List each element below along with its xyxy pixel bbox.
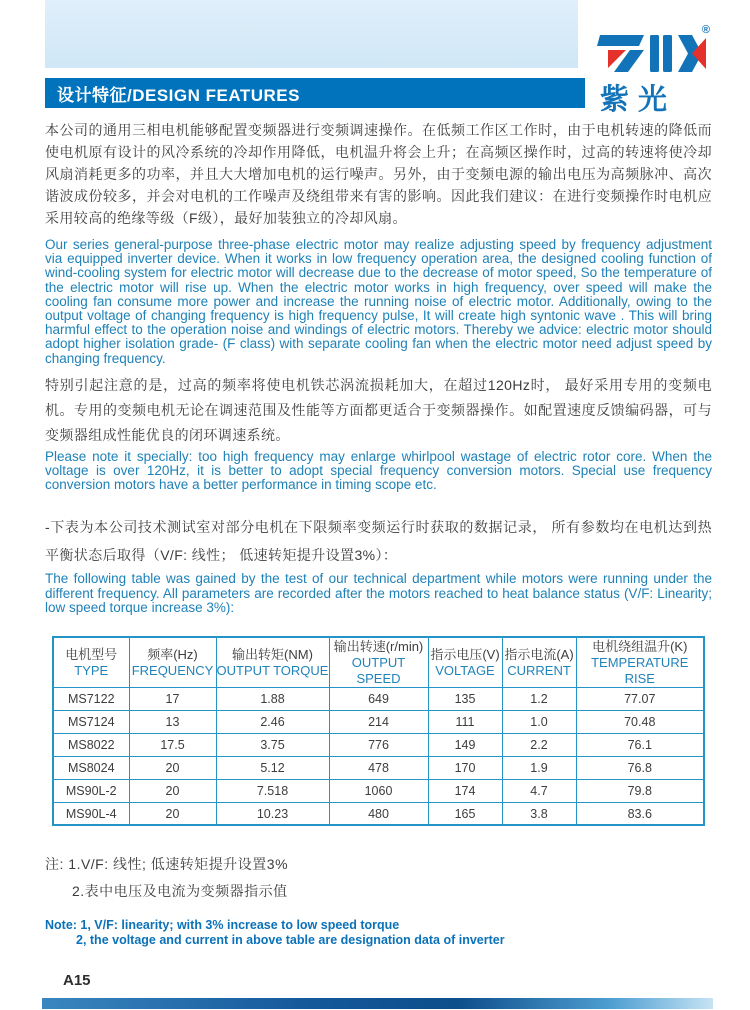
- table-cell: MS90L-2: [53, 779, 129, 802]
- section-title: 设计特征/DESIGN FEATURES: [57, 85, 300, 105]
- motor-test-results-table: [52, 636, 705, 827]
- table-cell: 165: [428, 802, 502, 825]
- header-current-zh: 指示电流(A): [504, 646, 574, 662]
- table-cell: MS7124: [53, 710, 129, 733]
- table-cell: 20: [129, 802, 216, 825]
- brand-name-cn: 紫光: [600, 84, 677, 116]
- note-en-2: 2, the voltage and current in above table are designation data of inverter: [76, 933, 505, 948]
- table-cell: MS8022: [53, 733, 129, 756]
- table-cell: 83.6: [576, 802, 704, 825]
- header-type: [53, 637, 129, 688]
- notes-en: [45, 918, 712, 948]
- table-cell: 17: [129, 687, 216, 710]
- zik-logo-svg: [596, 30, 708, 76]
- header-voltage-en: VOLTAGE: [435, 662, 495, 678]
- header-type-en: TYPE: [74, 662, 109, 678]
- table-cell: MS8024: [53, 756, 129, 779]
- table-row: [53, 779, 704, 802]
- table-row: [53, 733, 704, 756]
- results-table-body: [53, 687, 704, 825]
- table-cell: 170: [428, 756, 502, 779]
- page-number: A15: [63, 972, 91, 990]
- table-row: [53, 710, 704, 733]
- table-cell: 79.8: [576, 779, 704, 802]
- header-frequency: [129, 637, 216, 688]
- table-header: [53, 637, 704, 688]
- table-cell: 4.7: [502, 779, 576, 802]
- table-cell: 214: [329, 710, 428, 733]
- paragraph-en-table-intro: The following table was gained by the test of our technical department while motors were running under the different frequency. All parameters are recorded after the motors reached to heat balance status (V/F: Linearity; low speed torque increase 3%):: [45, 571, 712, 616]
- header-temperature-rise-en: TEMPERATURE RISE: [591, 654, 689, 686]
- page-content: [45, 119, 712, 989]
- table-cell: 111: [428, 710, 502, 733]
- table-cell: 478: [329, 756, 428, 779]
- header-output-speed-en: OUTPUT SPEED: [351, 654, 406, 686]
- header-frequency-en: FREQUENCY: [131, 662, 214, 678]
- table-cell: 1.2: [502, 687, 576, 710]
- header-current: [502, 637, 576, 688]
- note-en-1: Note: 1, V/F: linearity; with 3% increase to low speed torque: [45, 918, 400, 933]
- table-cell: 2.2: [502, 733, 576, 756]
- table-cell: 76.8: [576, 756, 704, 779]
- table-cell: 149: [428, 733, 502, 756]
- table-cell: 1060: [329, 779, 428, 802]
- table-cell: 20: [129, 779, 216, 802]
- table-row: [53, 756, 704, 779]
- header-output-torque: [216, 637, 329, 688]
- table-cell: MS90L-4: [53, 802, 129, 825]
- table-cell: 649: [329, 687, 428, 710]
- header-frequency-zh: 频率(Hz): [147, 646, 198, 662]
- zik-logo-icon: [596, 24, 710, 76]
- brand-logo: [596, 24, 716, 118]
- table-cell: MS7122: [53, 687, 129, 710]
- header-output-speed-zh: 输出转速(r/min): [333, 638, 424, 654]
- paragraph-en-note120hz: Please note it specially: too high frequency may enlarge whirlpool wastage of electric rotor core. When the voltage is over 120Hz, it is better to adopt special frequency conversion motors. Special use frequency conversion motors have a better performance in timing scope etc.: [45, 448, 712, 493]
- top-decorative-band: [45, 0, 578, 68]
- table-cell: 13: [129, 710, 216, 733]
- notes-zh: [45, 851, 712, 905]
- table-cell: 480: [329, 802, 428, 825]
- table-cell: 76.1: [576, 733, 704, 756]
- table-cell: 5.12: [216, 756, 329, 779]
- table-cell: 7.518: [216, 779, 329, 802]
- header-voltage: [428, 637, 502, 688]
- note-zh-2: 2.表中电压及电流为变频器指示值: [72, 883, 288, 900]
- table-cell: 174: [428, 779, 502, 802]
- table-cell: 77.07: [576, 687, 704, 710]
- header-output-speed: [329, 637, 428, 688]
- paragraph-zh-note120hz: 特别引起注意的是，过高的频率将使电机铁芯涡流损耗加大，在超过120Hz时， 最好采用专用的变频电机。专用的变频电机无论在调速范围及性能等方面都更适合于变频器操作。如配置速度反馈编码器，可与变频器组成性能优良的闭环调速系统。: [45, 376, 712, 443]
- header-voltage-zh: 指示电压(V): [430, 646, 500, 662]
- header-temperature-rise-zh: 电机绕组温升(K): [592, 638, 688, 654]
- table-cell: 3.75: [216, 733, 329, 756]
- table-cell: 1.9: [502, 756, 576, 779]
- table-row: [53, 687, 704, 710]
- table-cell: 135: [428, 687, 502, 710]
- table-cell: 70.48: [576, 710, 704, 733]
- table-cell: 3.8: [502, 802, 576, 825]
- header-output-torque-zh: 输出转矩(NM): [232, 646, 313, 662]
- table-cell: 1.0: [502, 710, 576, 733]
- table-cell: 1.88: [216, 687, 329, 710]
- header-temperature-rise: [576, 637, 704, 688]
- table-cell: 2.46: [216, 710, 329, 733]
- table-cell: 20: [129, 756, 216, 779]
- table-cell: 17.5: [129, 733, 216, 756]
- section-header: [45, 78, 585, 108]
- header-type-zh: 电机型号: [65, 646, 118, 662]
- bottom-decorative-band: [42, 998, 713, 1009]
- paragraph-en-intro: Our series general-purpose three-phase electric motor may realize adjusting speed by frequency adjustment via equipped inverter device. When it works in low frequency operation area, the designed cooling function of wind-cooling system for electric motor will decrease due to the decrease of motor speed, So the temperature of the electric motor will rise up. When the electric motor works in high frequency, over speed will make the cooling fan consume more power and increase the running noise of electric motor. Additionally, owing to the output voltage of changing frequency is high frequency pulse, It will create high syntonic wave . This will bring harmful effect to the operation noise and windings of electric motors. Thereby we advice: electric motor should adopt higher isolation grade- (F class) with separate cooling fan when the electric motor need adjust speed by changing frequency.: [45, 237, 712, 366]
- note-zh-1: 注: 1.V/F: 线性; 低速转矩提升设置3%: [45, 856, 289, 873]
- header-current-en: CURRENT: [507, 662, 571, 678]
- header-output-torque-en: OUTPUT TORQUE: [216, 662, 329, 678]
- registered-mark: ®: [701, 24, 710, 36]
- table-cell: 776: [329, 733, 428, 756]
- table-cell: 10.23: [216, 802, 329, 825]
- paragraph-zh-intro: 本公司的通用三相电机能够配置变频器进行变频调速操作。在低频工作区工作时，由于电机转速的降低而使电机原有设计的风冷系统的冷却作用降低，电机温升将会上升；在高频区操作时，过高的转速将使冷却风扇消耗更多的功率，并且大大增加电机的运行噪声。另外，由于变频电源的输出电压为高频脉冲、高次谐波成份较多，并会对电机的工作噪声及绕组带来有害的影响。因此我们建议：在进行变频操作时电机应采用较高的绝缘等级（F级），最好加装独立的冷却风扇。: [45, 122, 712, 226]
- table-header-row: [53, 637, 704, 688]
- table-row: [53, 802, 704, 825]
- paragraph-zh-table-intro: -下表为本公司技术测试室对部分电机在下限频率变频运行时获取的数据记录， 所有参数均在电机达到热平衡状态后取得（V/F: 线性； 低速转矩提升设置3%）：: [45, 519, 712, 564]
